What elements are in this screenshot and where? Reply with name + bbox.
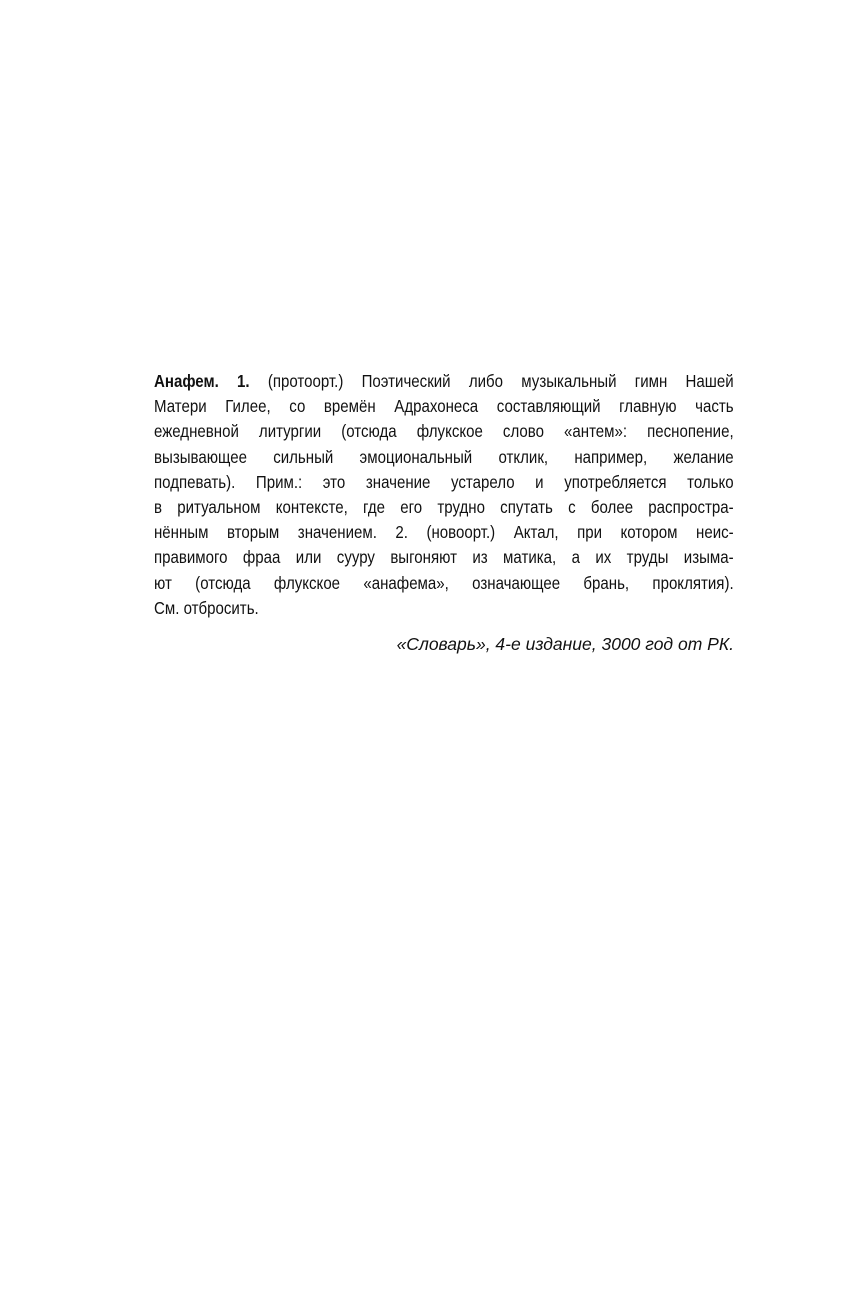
source-citation: «Словарь», 4-е издание, 3000 год от РК.	[396, 634, 734, 654]
entry-line-9: ют (отсюда флукское «анафема», означающее брань, проклятия).	[154, 572, 734, 593]
entry-line-2: Матери Гилее, со времён Адрахонеса составляющий главную часть	[154, 396, 734, 417]
entry-line-1-text: (протоорт.) Поэтический либо музыкальный гимн Нашей	[249, 371, 734, 391]
entry-line-7: нённым вторым значением. 2. (новоорт.) Актал, при котором неис-	[154, 522, 734, 543]
entry-line-10: См. отбросить.	[154, 597, 259, 618]
entry-line-5: подпевать). Прим.: это значение устарело и употребляется только	[154, 471, 734, 492]
entry-line-3: ежедневной литургии (отсюда флукское слово «антем»: песнопение,	[154, 421, 734, 442]
entry-line-4: вызывающее сильный эмоциональный отклик, например, желание	[154, 446, 734, 467]
entry-line-8: правимого фраа или сууру выгоняют из матика, а их труды изыма-	[154, 547, 734, 568]
entry-headword: Анафем. 1.	[154, 371, 250, 391]
dictionary-entry	[154, 369, 734, 621]
entry-line-6: в ритуальном контексте, где его трудно спутать с более распростра-	[154, 497, 734, 518]
entry-line-1	[154, 369, 734, 394]
